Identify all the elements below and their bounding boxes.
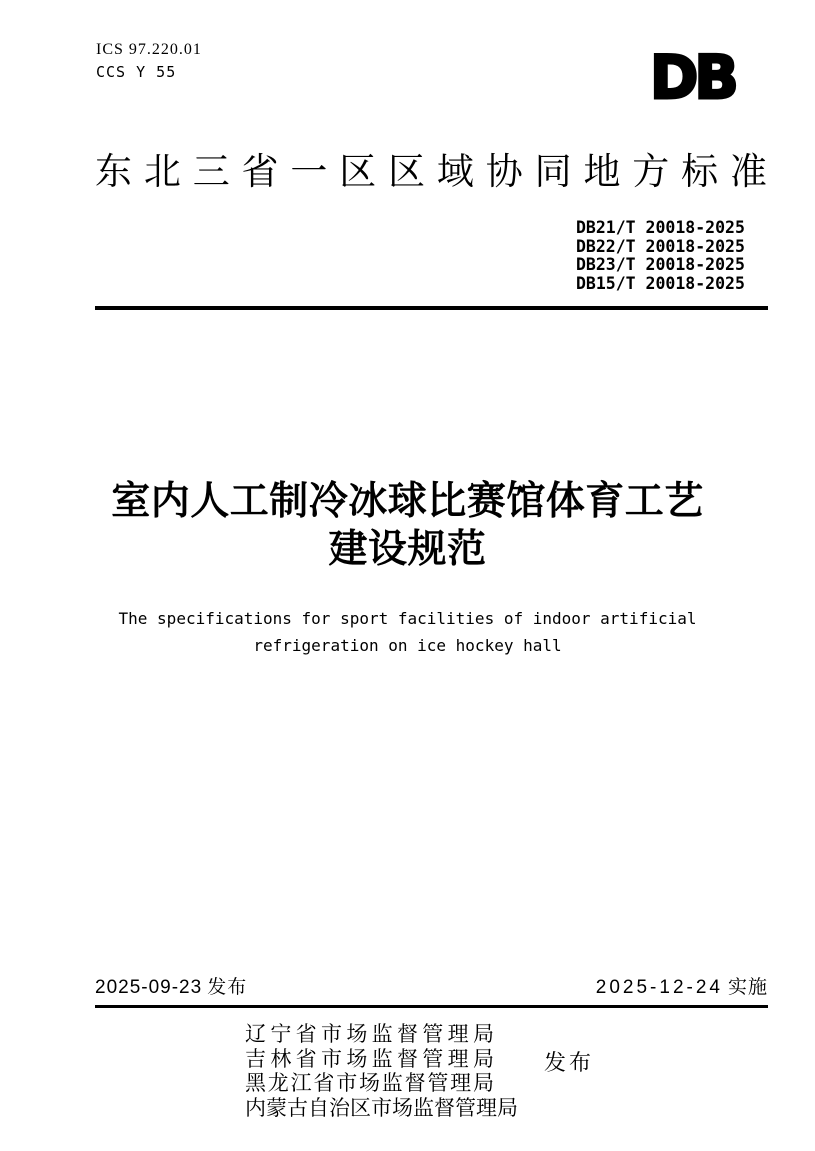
classification-codes — [96, 38, 202, 84]
standard-number-list — [576, 219, 745, 293]
standard-number: DB15/T 20018-2025 — [576, 273, 745, 293]
issuer-liaoning: 辽 宁 省 市 场 监 督 管 理 局 — [245, 1023, 494, 1046]
issuing-authorities — [245, 1023, 518, 1121]
publish-date-label: 发布 — [207, 977, 248, 998]
dates-row — [95, 972, 768, 1008]
implement-date-label: 实施 — [727, 977, 768, 998]
ccs-code: CCS Y 55 — [96, 63, 177, 81]
ics-code: ICS 97.220.01 — [96, 41, 202, 58]
document-title-cn — [0, 478, 815, 574]
publish-date — [95, 972, 247, 999]
document-title-en-line2: refrigeration on ice hockey hall — [253, 636, 562, 655]
document-title-en — [0, 605, 815, 659]
issue-label: 发布 — [544, 1050, 595, 1075]
issuer-heilongjiang: 黑 龙 江 省 市 场 监 督 管 理 局 — [245, 1072, 494, 1096]
standard-number: DB23/T 20018-2025 — [576, 255, 745, 275]
document-title-cn-line1: 室内人工制冷冰球比赛馆体育工艺 — [111, 480, 704, 523]
implement-date — [596, 972, 768, 999]
implement-date-value: 2025-12-24 — [595, 977, 723, 998]
issuer-neimenggu: 内 蒙 古 自 治 区 市 场 监 督 管 理 局 — [245, 1096, 518, 1120]
issuer-jilin: 吉 林 省 市 场 监 督 管 理 局 — [245, 1047, 494, 1071]
document-title-cn-line2: 建设规范 — [328, 528, 487, 571]
header-divider-rule — [95, 306, 768, 310]
standard-type-heading: 东 北 三 省 一 区 区 域 协 同 地 方 标 准 — [95, 151, 767, 192]
standard-number: DB21/T 20018-2025 — [576, 218, 745, 237]
standard-number: DB22/T 20018-2025 — [576, 236, 745, 256]
db-standard-logo: DB — [650, 43, 735, 113]
publish-date-value: 2025-09-23 — [95, 977, 203, 998]
document-title-en-line1: The specifications for sport facilities of indoor artificial — [118, 609, 697, 628]
